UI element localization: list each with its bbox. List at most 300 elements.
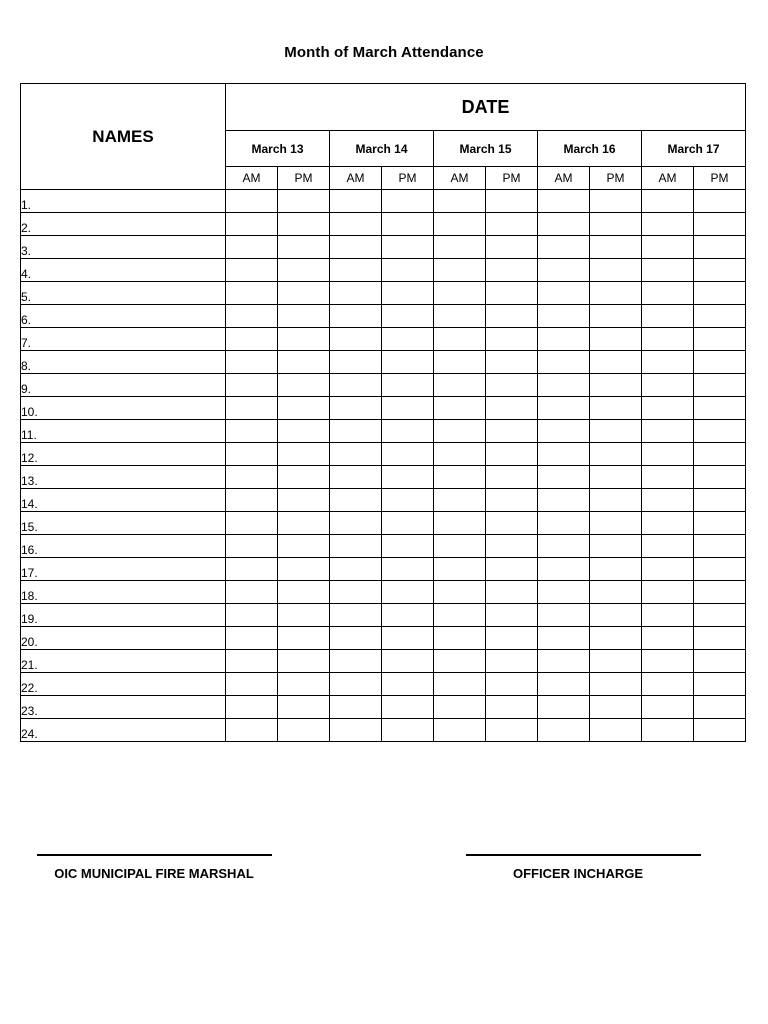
attendance-cell <box>434 420 486 443</box>
attendance-cell <box>694 213 746 236</box>
attendance-cell <box>382 650 434 673</box>
attendance-cell <box>642 489 694 512</box>
attendance-cell <box>642 236 694 259</box>
attendance-cell <box>382 581 434 604</box>
attendance-cell <box>642 604 694 627</box>
attendance-cell <box>486 374 538 397</box>
row-number: 20. <box>21 627 226 650</box>
attendance-cell <box>486 282 538 305</box>
table-row <box>21 673 746 696</box>
attendance-cell <box>382 673 434 696</box>
attendance-cell <box>590 696 642 719</box>
attendance-cell <box>330 374 382 397</box>
attendance-cell <box>434 558 486 581</box>
attendance-cell <box>486 190 538 213</box>
attendance-cell <box>226 604 278 627</box>
table-row <box>21 305 746 328</box>
attendance-cell <box>486 604 538 627</box>
attendance-cell <box>226 305 278 328</box>
attendance-cell <box>278 696 330 719</box>
attendance-cell <box>226 397 278 420</box>
attendance-cell <box>278 282 330 305</box>
table-row <box>21 650 746 673</box>
attendance-cell <box>486 558 538 581</box>
attendance-cell <box>486 581 538 604</box>
table-row <box>21 604 746 627</box>
attendance-cell <box>226 719 278 742</box>
attendance-cell <box>434 351 486 374</box>
attendance-cell <box>486 696 538 719</box>
attendance-cell <box>330 397 382 420</box>
attendance-cell <box>590 512 642 535</box>
attendance-cell <box>694 305 746 328</box>
attendance-cell <box>642 673 694 696</box>
left-signature-line <box>37 854 272 856</box>
attendance-cell <box>486 466 538 489</box>
attendance-cell <box>278 259 330 282</box>
attendance-cell <box>538 581 590 604</box>
attendance-cell <box>590 351 642 374</box>
attendance-cell <box>694 420 746 443</box>
attendance-cell <box>642 328 694 351</box>
attendance-cell <box>330 328 382 351</box>
attendance-cell <box>226 512 278 535</box>
table-row <box>21 466 746 489</box>
attendance-cell <box>226 627 278 650</box>
names-header: NAMES <box>21 84 226 190</box>
attendance-cell <box>330 259 382 282</box>
attendance-cell <box>486 236 538 259</box>
attendance-cell <box>486 328 538 351</box>
table-header <box>21 84 746 190</box>
attendance-cell <box>694 351 746 374</box>
attendance-cell <box>486 397 538 420</box>
attendance-cell <box>330 420 382 443</box>
attendance-cell <box>226 443 278 466</box>
row-number: 18. <box>21 581 226 604</box>
row-number: 13. <box>21 466 226 489</box>
attendance-cell <box>642 305 694 328</box>
attendance-cell <box>538 420 590 443</box>
attendance-cell <box>486 535 538 558</box>
attendance-cell <box>278 236 330 259</box>
attendance-cell <box>538 535 590 558</box>
attendance-cell <box>278 558 330 581</box>
row-number: 21. <box>21 650 226 673</box>
date-header: DATE <box>226 84 746 131</box>
attendance-cell <box>226 374 278 397</box>
attendance-cell <box>382 443 434 466</box>
attendance-cell <box>278 489 330 512</box>
row-number: 24. <box>21 719 226 742</box>
table-row <box>21 397 746 420</box>
attendance-cell <box>642 512 694 535</box>
attendance-cell <box>382 558 434 581</box>
attendance-cell <box>486 512 538 535</box>
right-signature-label: OFFICER INCHARGE <box>513 866 643 881</box>
attendance-cell <box>278 719 330 742</box>
attendance-cell <box>434 627 486 650</box>
attendance-cell <box>434 282 486 305</box>
attendance-cell <box>330 673 382 696</box>
attendance-cell <box>226 213 278 236</box>
row-number: 15. <box>21 512 226 535</box>
attendance-cell <box>538 627 590 650</box>
attendance-cell <box>590 374 642 397</box>
attendance-cell <box>330 443 382 466</box>
attendance-cell <box>694 374 746 397</box>
attendance-cell <box>538 282 590 305</box>
attendance-cell <box>226 466 278 489</box>
attendance-cell <box>590 489 642 512</box>
attendance-cell <box>538 190 590 213</box>
attendance-cell <box>694 650 746 673</box>
attendance-cell <box>694 719 746 742</box>
pm-header: PM <box>590 167 642 190</box>
attendance-cell <box>590 673 642 696</box>
attendance-cell <box>382 696 434 719</box>
row-number: 2. <box>21 213 226 236</box>
attendance-cell <box>434 374 486 397</box>
attendance-cell <box>278 420 330 443</box>
attendance-cell <box>226 673 278 696</box>
attendance-cell <box>642 466 694 489</box>
attendance-cell <box>278 328 330 351</box>
attendance-cell <box>330 190 382 213</box>
attendance-cell <box>590 397 642 420</box>
attendance-cell <box>330 305 382 328</box>
attendance-cell <box>382 305 434 328</box>
attendance-cell <box>382 397 434 420</box>
attendance-cell <box>226 696 278 719</box>
attendance-cell <box>590 328 642 351</box>
attendance-cell <box>226 650 278 673</box>
attendance-cell <box>278 305 330 328</box>
attendance-cell <box>382 512 434 535</box>
table-row <box>21 351 746 374</box>
table-row <box>21 443 746 466</box>
table-row <box>21 236 746 259</box>
attendance-cell <box>434 259 486 282</box>
attendance-cell <box>226 351 278 374</box>
left-signature-label: OIC MUNICIPAL FIRE MARSHAL <box>54 866 254 881</box>
attendance-cell <box>590 420 642 443</box>
attendance-cell <box>486 650 538 673</box>
attendance-cell <box>590 259 642 282</box>
attendance-cell <box>382 190 434 213</box>
attendance-cell <box>278 535 330 558</box>
attendance-cell <box>642 420 694 443</box>
attendance-cell <box>694 512 746 535</box>
attendance-cell <box>642 397 694 420</box>
attendance-cell <box>382 351 434 374</box>
attendance-cell <box>330 282 382 305</box>
day-header: March 13 <box>226 131 330 167</box>
attendance-cell <box>538 466 590 489</box>
row-number: 7. <box>21 328 226 351</box>
table-row <box>21 259 746 282</box>
attendance-cell <box>486 443 538 466</box>
table-row <box>21 627 746 650</box>
attendance-cell <box>434 673 486 696</box>
attendance-cell <box>278 443 330 466</box>
attendance-cell <box>330 236 382 259</box>
attendance-cell <box>538 558 590 581</box>
attendance-cell <box>694 627 746 650</box>
attendance-cell <box>278 351 330 374</box>
pm-header: PM <box>278 167 330 190</box>
attendance-cell <box>278 190 330 213</box>
attendance-cell <box>226 190 278 213</box>
attendance-cell <box>538 512 590 535</box>
attendance-cell <box>538 673 590 696</box>
attendance-cell <box>590 719 642 742</box>
table-row <box>21 696 746 719</box>
attendance-cell <box>694 489 746 512</box>
attendance-cell <box>538 397 590 420</box>
table-row <box>21 374 746 397</box>
attendance-cell <box>486 420 538 443</box>
pm-header: PM <box>694 167 746 190</box>
attendance-cell <box>590 236 642 259</box>
row-number: 14. <box>21 489 226 512</box>
attendance-cell <box>642 282 694 305</box>
attendance-cell <box>642 696 694 719</box>
attendance-cell <box>278 466 330 489</box>
row-number: 23. <box>21 696 226 719</box>
table-row <box>21 512 746 535</box>
attendance-cell <box>590 466 642 489</box>
attendance-cell <box>642 581 694 604</box>
am-header: AM <box>642 167 694 190</box>
attendance-cell <box>330 512 382 535</box>
attendance-cell <box>382 328 434 351</box>
attendance-cell <box>382 466 434 489</box>
attendance-cell <box>382 604 434 627</box>
pm-header: PM <box>486 167 538 190</box>
day-header: March 15 <box>434 131 538 167</box>
attendance-cell <box>382 236 434 259</box>
attendance-cell <box>226 558 278 581</box>
attendance-cell <box>538 213 590 236</box>
attendance-cell <box>330 535 382 558</box>
am-header: AM <box>330 167 382 190</box>
attendance-cell <box>694 581 746 604</box>
attendance-cell <box>486 719 538 742</box>
attendance-cell <box>538 259 590 282</box>
attendance-cell <box>330 213 382 236</box>
attendance-cell <box>382 374 434 397</box>
attendance-cell <box>434 213 486 236</box>
attendance-cell <box>278 213 330 236</box>
attendance-cell <box>226 581 278 604</box>
attendance-cell <box>694 259 746 282</box>
attendance-cell <box>382 420 434 443</box>
attendance-cell <box>694 558 746 581</box>
attendance-cell <box>434 236 486 259</box>
attendance-cell <box>278 397 330 420</box>
attendance-cell <box>590 627 642 650</box>
table-row <box>21 719 746 742</box>
attendance-cell <box>694 190 746 213</box>
attendance-cell <box>330 351 382 374</box>
row-number: 9. <box>21 374 226 397</box>
attendance-cell <box>226 259 278 282</box>
attendance-cell <box>642 351 694 374</box>
attendance-cell <box>590 305 642 328</box>
attendance-cell <box>278 650 330 673</box>
attendance-cell <box>330 650 382 673</box>
attendance-cell <box>590 443 642 466</box>
am-header: AM <box>538 167 590 190</box>
table-row <box>21 213 746 236</box>
attendance-cell <box>382 719 434 742</box>
row-number: 17. <box>21 558 226 581</box>
attendance-cell <box>434 443 486 466</box>
attendance-cell <box>642 535 694 558</box>
table-row <box>21 420 746 443</box>
day-header: March 16 <box>538 131 642 167</box>
table-row <box>21 581 746 604</box>
attendance-cell <box>226 420 278 443</box>
attendance-cell <box>538 443 590 466</box>
attendance-cell <box>434 397 486 420</box>
attendance-cell <box>434 512 486 535</box>
attendance-cell <box>642 259 694 282</box>
attendance-cell <box>694 397 746 420</box>
attendance-cell <box>590 604 642 627</box>
attendance-cell <box>434 305 486 328</box>
attendance-cell <box>434 489 486 512</box>
attendance-cell <box>590 190 642 213</box>
attendance-cell <box>226 328 278 351</box>
attendance-cell <box>590 282 642 305</box>
attendance-cell <box>226 535 278 558</box>
attendance-cell <box>642 627 694 650</box>
attendance-cell <box>330 696 382 719</box>
row-number: 22. <box>21 673 226 696</box>
attendance-cell <box>538 328 590 351</box>
attendance-cell <box>590 650 642 673</box>
row-number: 16. <box>21 535 226 558</box>
attendance-cell <box>642 719 694 742</box>
row-number: 5. <box>21 282 226 305</box>
attendance-cell <box>434 581 486 604</box>
attendance-cell <box>538 236 590 259</box>
attendance-cell <box>226 282 278 305</box>
day-header: March 14 <box>330 131 434 167</box>
attendance-cell <box>486 213 538 236</box>
attendance-cell <box>694 604 746 627</box>
attendance-cell <box>434 650 486 673</box>
attendance-cell <box>434 190 486 213</box>
attendance-cell <box>694 696 746 719</box>
attendance-cell <box>330 466 382 489</box>
header-row-date <box>21 84 746 131</box>
attendance-cell <box>538 374 590 397</box>
attendance-cell <box>382 535 434 558</box>
attendance-cell <box>694 535 746 558</box>
table-body <box>21 190 746 742</box>
attendance-cell <box>590 581 642 604</box>
attendance-cell <box>486 673 538 696</box>
attendance-cell <box>330 581 382 604</box>
table-row <box>21 535 746 558</box>
attendance-cell <box>382 259 434 282</box>
attendance-cell <box>486 259 538 282</box>
attendance-cell <box>694 282 746 305</box>
attendance-cell <box>330 604 382 627</box>
attendance-cell <box>642 374 694 397</box>
attendance-cell <box>434 535 486 558</box>
attendance-cell <box>434 719 486 742</box>
attendance-cell <box>382 489 434 512</box>
attendance-table <box>20 83 746 742</box>
page-title: Month of March Attendance <box>284 44 484 61</box>
day-header: March 17 <box>642 131 746 167</box>
row-number: 6. <box>21 305 226 328</box>
attendance-cell <box>226 489 278 512</box>
attendance-cell <box>538 650 590 673</box>
row-number: 10. <box>21 397 226 420</box>
attendance-cell <box>486 489 538 512</box>
attendance-cell <box>538 351 590 374</box>
attendance-cell <box>382 213 434 236</box>
row-number: 19. <box>21 604 226 627</box>
attendance-cell <box>278 581 330 604</box>
attendance-cell <box>694 673 746 696</box>
attendance-cell <box>694 328 746 351</box>
attendance-cell <box>694 236 746 259</box>
right-signature-line <box>466 854 701 856</box>
pm-header: PM <box>382 167 434 190</box>
attendance-cell <box>486 351 538 374</box>
attendance-cell <box>226 236 278 259</box>
attendance-cell <box>642 558 694 581</box>
table-row <box>21 558 746 581</box>
attendance-cell <box>382 282 434 305</box>
row-number: 8. <box>21 351 226 374</box>
attendance-cell <box>590 535 642 558</box>
attendance-cell <box>330 719 382 742</box>
attendance-cell <box>434 604 486 627</box>
row-number: 3. <box>21 236 226 259</box>
row-number: 12. <box>21 443 226 466</box>
row-number: 11. <box>21 420 226 443</box>
table-row <box>21 489 746 512</box>
attendance-cell <box>434 466 486 489</box>
attendance-cell <box>278 673 330 696</box>
attendance-cell <box>330 627 382 650</box>
attendance-cell <box>278 512 330 535</box>
attendance-cell <box>434 696 486 719</box>
attendance-cell <box>538 696 590 719</box>
attendance-cell <box>694 443 746 466</box>
attendance-cell <box>590 558 642 581</box>
attendance-cell <box>694 466 746 489</box>
attendance-cell <box>434 328 486 351</box>
attendance-cell <box>486 305 538 328</box>
attendance-cell <box>278 374 330 397</box>
attendance-cell <box>382 627 434 650</box>
attendance-cell <box>642 650 694 673</box>
table-row <box>21 282 746 305</box>
attendance-cell <box>642 443 694 466</box>
attendance-cell <box>538 604 590 627</box>
attendance-cell <box>590 213 642 236</box>
am-header: AM <box>434 167 486 190</box>
table-row <box>21 190 746 213</box>
